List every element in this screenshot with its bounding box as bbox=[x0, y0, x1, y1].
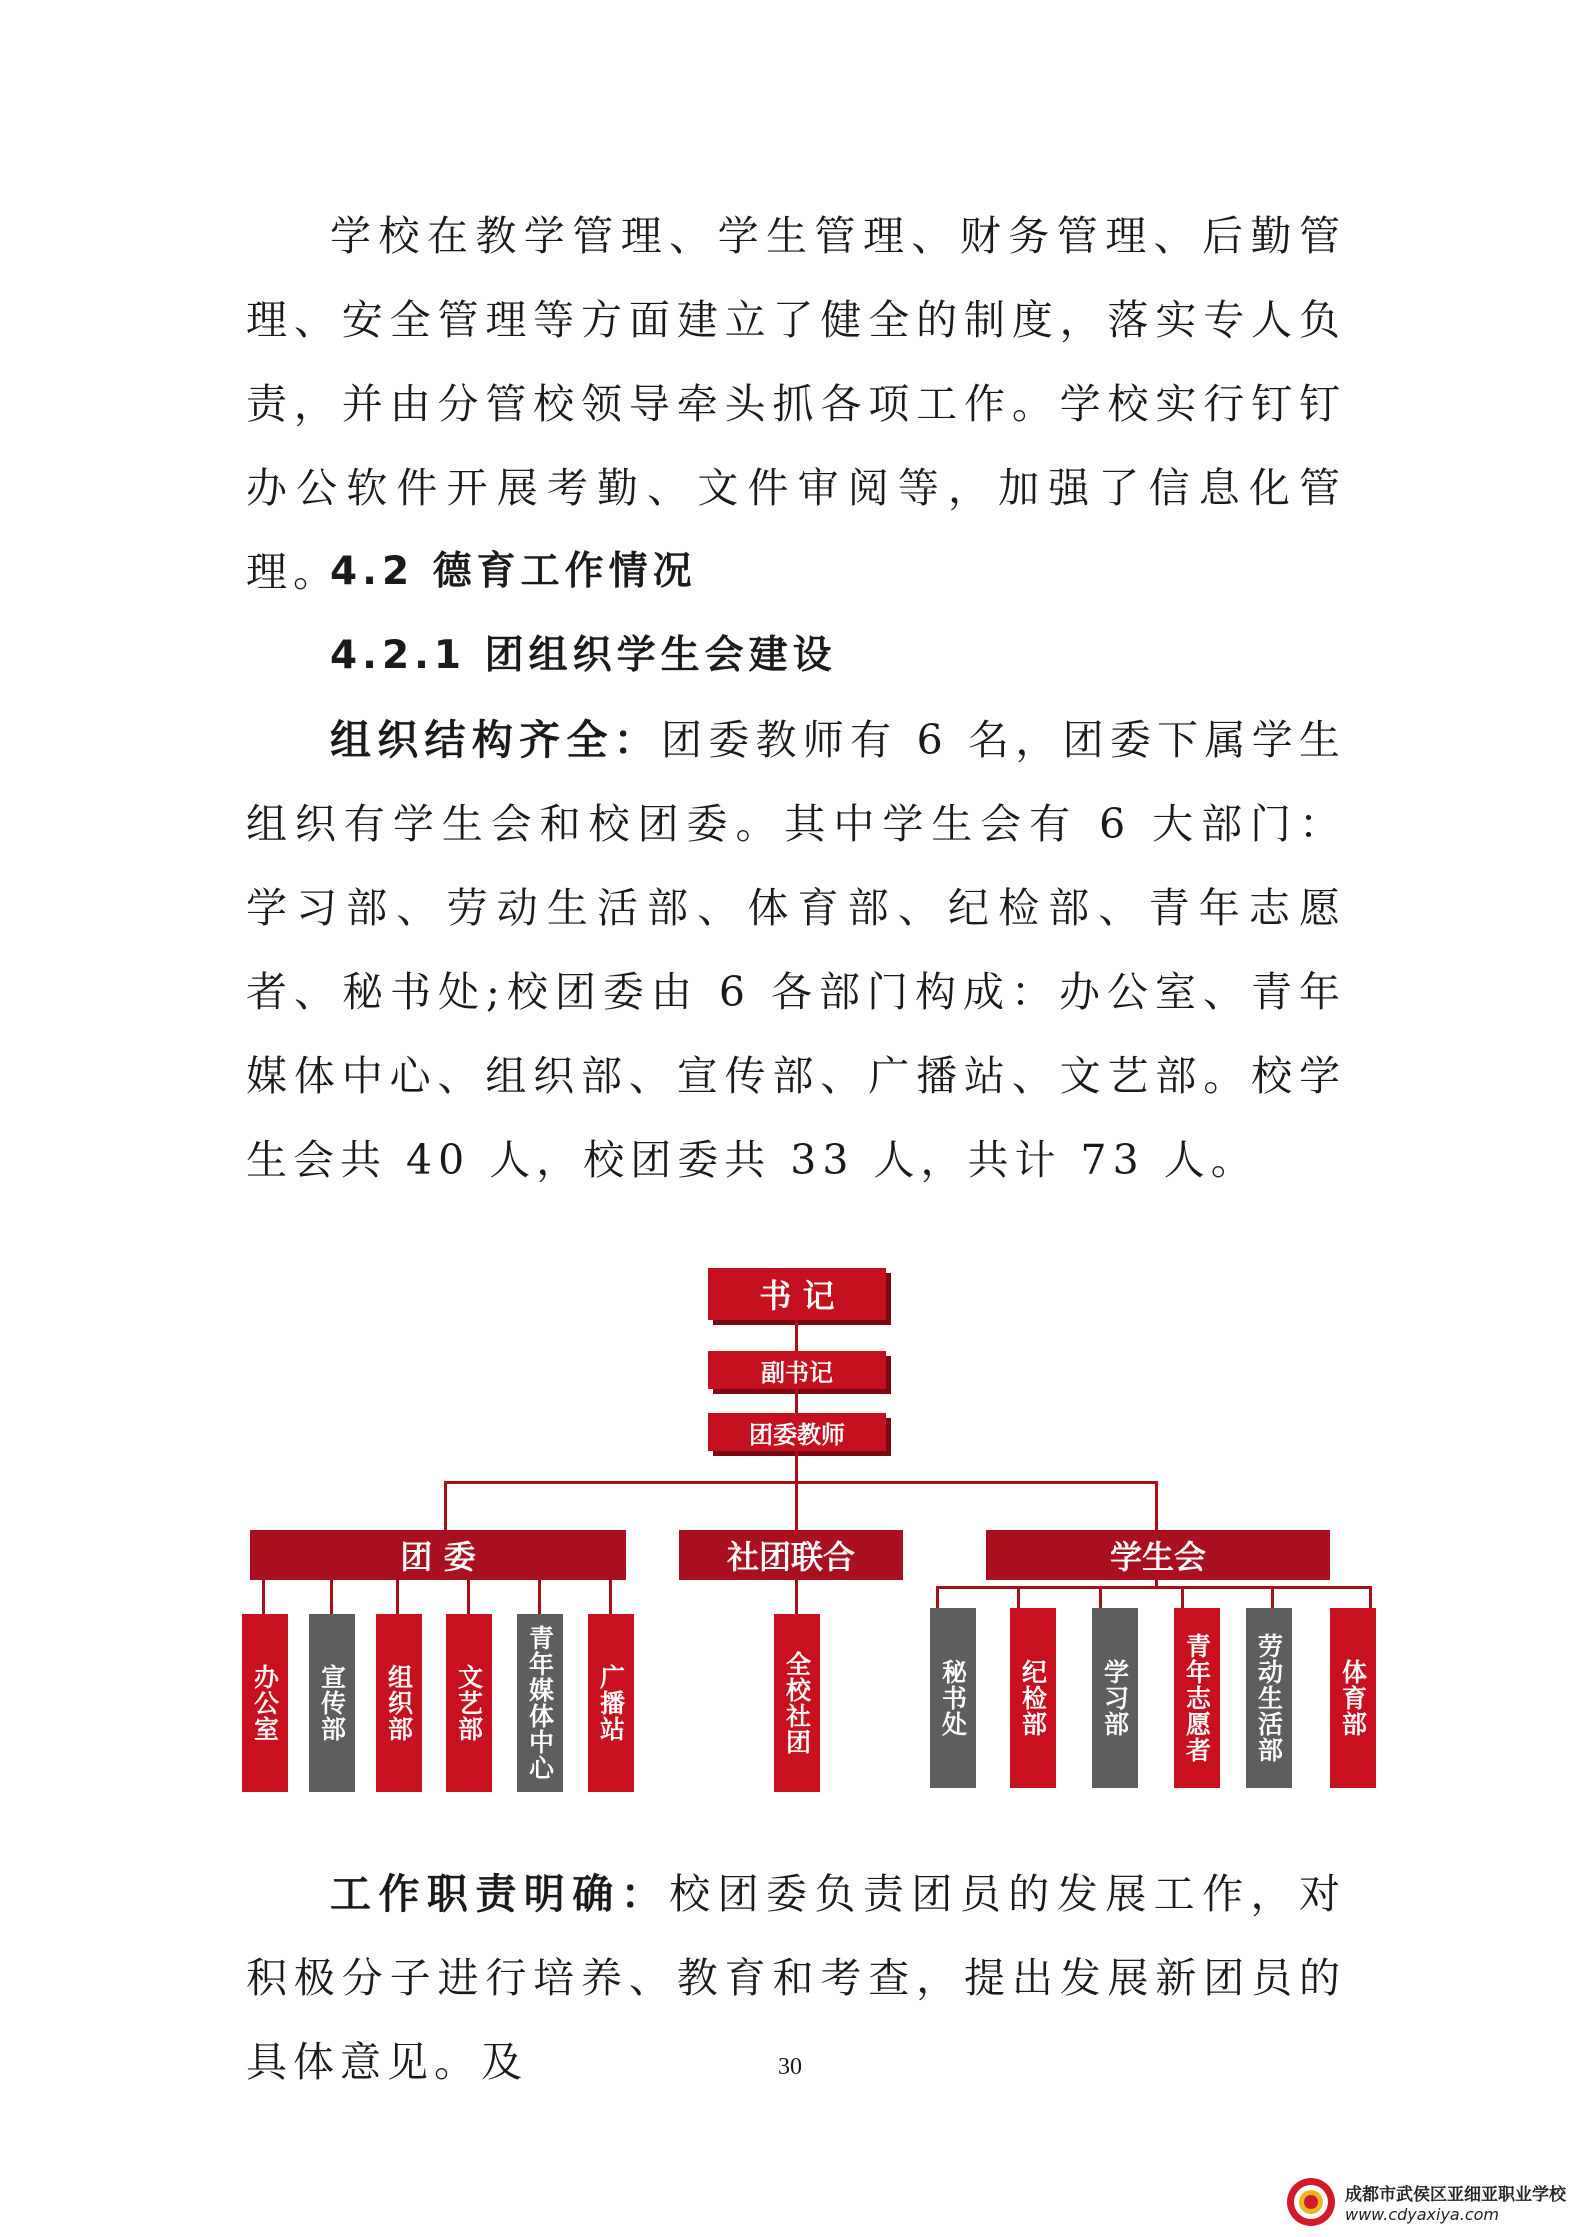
dept-tuanwei-1: 办公室 bbox=[242, 1614, 288, 1792]
connector-line bbox=[330, 1580, 333, 1614]
org-branch-tuanwei: 团 委 bbox=[250, 1530, 626, 1580]
paragraph-structure bbox=[246, 698, 1346, 1202]
connector-line bbox=[795, 1481, 798, 1530]
org-secretary: 书 记 bbox=[708, 1268, 886, 1320]
dept-xueshenghui-1: 秘书处 bbox=[930, 1608, 976, 1788]
dept-xueshenghui-6: 体育部 bbox=[1330, 1608, 1376, 1788]
org-teacher: 团委教师 bbox=[708, 1413, 886, 1451]
dept-xueshenghui-2: 纪检部 bbox=[1010, 1608, 1056, 1788]
org-deputy-secretary: 副书记 bbox=[708, 1351, 886, 1389]
connector-line bbox=[444, 1481, 447, 1530]
paragraph-structure-body: 团委教师有 6 名，团委下属学生组织有学生会和校团委。其中学生会有 6 大部门：学习部、劳动生活部、体育部、纪检部、青年志愿者、秘书处;校团委由 6 各部门构成：办公室、青年媒体中心、组织部、宣传部、广播站、文艺部。校学生会共 40 人，校团委共 33 人，共计 73 人。 bbox=[246, 716, 1346, 1184]
dept-tuanwei-3: 组织部 bbox=[376, 1614, 422, 1792]
dept-tuanwei-5: 青年媒体中心 bbox=[517, 1614, 563, 1792]
dept-tuanwei-4: 文艺部 bbox=[446, 1614, 492, 1792]
dept-xueshenghui-4: 青年志愿者 bbox=[1174, 1608, 1220, 1788]
dept-shetuan-1: 全校社团 bbox=[774, 1614, 820, 1792]
paragraph-duties-lead: 工作职责明确： bbox=[330, 1870, 670, 1918]
paragraph-structure-lead: 组织结构齐全： bbox=[330, 716, 661, 764]
school-watermark bbox=[1285, 2176, 1566, 2228]
connector-line bbox=[795, 1580, 798, 1614]
paragraph-management: 学校在教学管理、学生管理、财务管理、后勤管理、安全管理等方面建立了健全的制度，落实专人负责，并由分管校领导牵头抓各项工作。学校实行钉钉办公软件开展考勤、文件审阅等，加强了信息化管理。 bbox=[246, 212, 1346, 596]
connector-line bbox=[467, 1580, 470, 1614]
connector-line bbox=[1155, 1481, 1158, 1530]
connector-line bbox=[1155, 1580, 1158, 1588]
connector-line bbox=[609, 1580, 612, 1614]
connector-line bbox=[795, 1451, 798, 1481]
section-heading-4-2: 4.2 德育工作情况 bbox=[330, 549, 697, 594]
connector-line bbox=[538, 1580, 541, 1614]
dept-xueshenghui-5: 劳动生活部 bbox=[1246, 1608, 1292, 1788]
section-heading-4-2-1: 4.2.1 团组织学生会建设 bbox=[330, 633, 837, 678]
connector-line bbox=[444, 1481, 1157, 1484]
school-logo-icon bbox=[1285, 2176, 1337, 2228]
page-number: 30 bbox=[778, 2054, 802, 2080]
dept-tuanwei-6: 广播站 bbox=[588, 1614, 634, 1792]
connector-line bbox=[262, 1580, 265, 1614]
org-branch-xueshenghui: 学生会 bbox=[986, 1530, 1330, 1580]
school-name: 成都市武侯区亚细亚职业学校 bbox=[1345, 2185, 1566, 2205]
connector-line bbox=[396, 1580, 399, 1614]
paragraph-duties-body: 校团委负责团员的发展工作，对积极分子进行培养、教育和考查，提出发展新团员的具体意见。及 bbox=[246, 1870, 1347, 2086]
connector-line bbox=[936, 1586, 1372, 1589]
dept-xueshenghui-3: 学习部 bbox=[1092, 1608, 1138, 1788]
connector-line bbox=[795, 1389, 798, 1413]
org-branch-shetuan: 社团联合 bbox=[679, 1530, 903, 1580]
connector-line bbox=[795, 1320, 798, 1351]
dept-tuanwei-2: 宣传部 bbox=[309, 1614, 355, 1792]
school-url: www.cdyaxiya.com bbox=[1345, 2205, 1499, 2224]
